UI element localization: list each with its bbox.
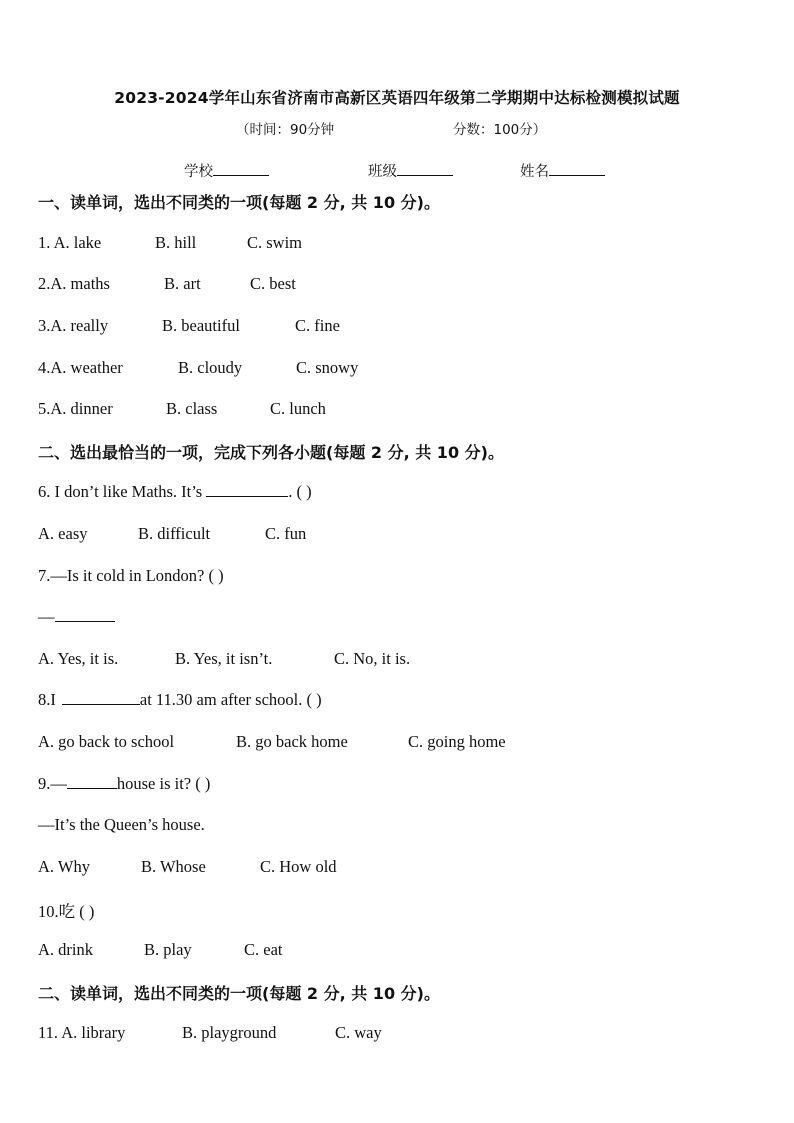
q7-answer-blank[interactable] [55, 607, 115, 622]
q10-option-a: A. drink [38, 940, 93, 959]
name-blank[interactable] [549, 175, 605, 176]
q8-answer-blank[interactable] [62, 690, 140, 705]
q4-option-c: C. snowy [296, 358, 359, 377]
class-field [368, 160, 453, 181]
q6-stem-end: . ( ) [288, 482, 312, 501]
q6-stem-start: 6. I don’t like Maths. It’s [38, 482, 203, 501]
school-label: 学校 [184, 164, 213, 180]
q6-option-b: B. difficult [138, 524, 211, 543]
q4-option-a: 4.A. weather [38, 358, 123, 377]
q9-option-b: B. Whose [141, 857, 206, 876]
question-9-reply: —It’s the Queen’s house. [38, 815, 205, 834]
question-9-stem [38, 774, 210, 794]
q3-option-b: B. beautiful [162, 316, 240, 335]
q7-reply-dash: — [38, 607, 55, 626]
q10-option-b: B. play [144, 940, 192, 959]
section-2-title: 二、选出最恰当的一项，完成下列各小题(每题 2 分, 共 10 分)。 [38, 443, 504, 462]
class-blank[interactable] [397, 175, 453, 176]
q7-option-c: C. No, it is. [334, 649, 411, 668]
question-6-stem [38, 482, 312, 502]
school-field [184, 160, 269, 181]
q3-option-a: 3.A. really [38, 316, 109, 335]
q6-option-c: C. fun [265, 524, 307, 543]
q3-option-c: C. fine [295, 316, 340, 335]
q11-option-b: B. playground [182, 1023, 277, 1042]
q6-answer-blank[interactable] [206, 482, 288, 497]
q8-option-b: B. go back home [236, 732, 348, 751]
q1-option-a: 1. A. lake [38, 233, 102, 252]
question-7-reply [38, 607, 115, 627]
q2-option-c: C. best [250, 274, 296, 293]
question-7-stem: 7.—Is it cold in London? ( ) [38, 566, 224, 585]
name-field [520, 160, 605, 181]
q4-option-b: B. cloudy [178, 358, 243, 377]
q11-option-a: 11. A. library [38, 1023, 126, 1042]
exam-score: 分数：100分） [453, 122, 547, 138]
question-8-stem [38, 690, 322, 710]
q5-option-a: 5.A. dinner [38, 399, 113, 418]
section-1-title: 一、读单词，选出不同类的一项(每题 2 分, 共 10 分)。 [38, 193, 440, 212]
exam-time: （时间：90分钟 [236, 122, 335, 138]
q8-stem-start: 8.I [38, 690, 56, 709]
q7-option-b: B. Yes, it isn’t. [175, 649, 273, 668]
q5-option-b: B. class [166, 399, 218, 418]
name-label: 姓名 [520, 164, 549, 180]
section-3-title: 二、读单词，选出不同类的一项(每题 2 分, 共 10 分)。 [38, 984, 440, 1003]
q9-answer-blank[interactable] [67, 774, 117, 789]
q5-option-c: C. lunch [270, 399, 326, 418]
class-label: 班级 [368, 164, 397, 180]
q9-option-a: A. Why [38, 857, 90, 876]
q1-option-b: B. hill [155, 233, 197, 252]
q2-option-a: 2.A. maths [38, 274, 110, 293]
q9-option-c: C. How old [260, 857, 337, 876]
q8-option-a: A. go back to school [38, 732, 175, 751]
q7-option-a: A. Yes, it is. [38, 649, 119, 668]
q6-option-a: A. easy [38, 524, 88, 543]
school-blank[interactable] [213, 175, 269, 176]
q2-option-b: B. art [164, 274, 201, 293]
question-10-stem: 10.吃 ( ) [38, 902, 95, 921]
q9-stem-start: 9.— [38, 774, 67, 793]
exam-title: 2023-2024学年山东省济南市高新区英语四年级第二学期期中达标检测模拟试题 [114, 89, 680, 107]
q8-option-c: C. going home [408, 732, 506, 751]
q1-option-c: C. swim [247, 233, 303, 252]
q8-stem-end: at 11.30 am after school. ( ) [139, 690, 322, 709]
q10-option-c: C. eat [244, 940, 283, 959]
q11-option-c: C. way [335, 1023, 382, 1042]
q9-stem-end: house is it? ( ) [116, 774, 211, 793]
